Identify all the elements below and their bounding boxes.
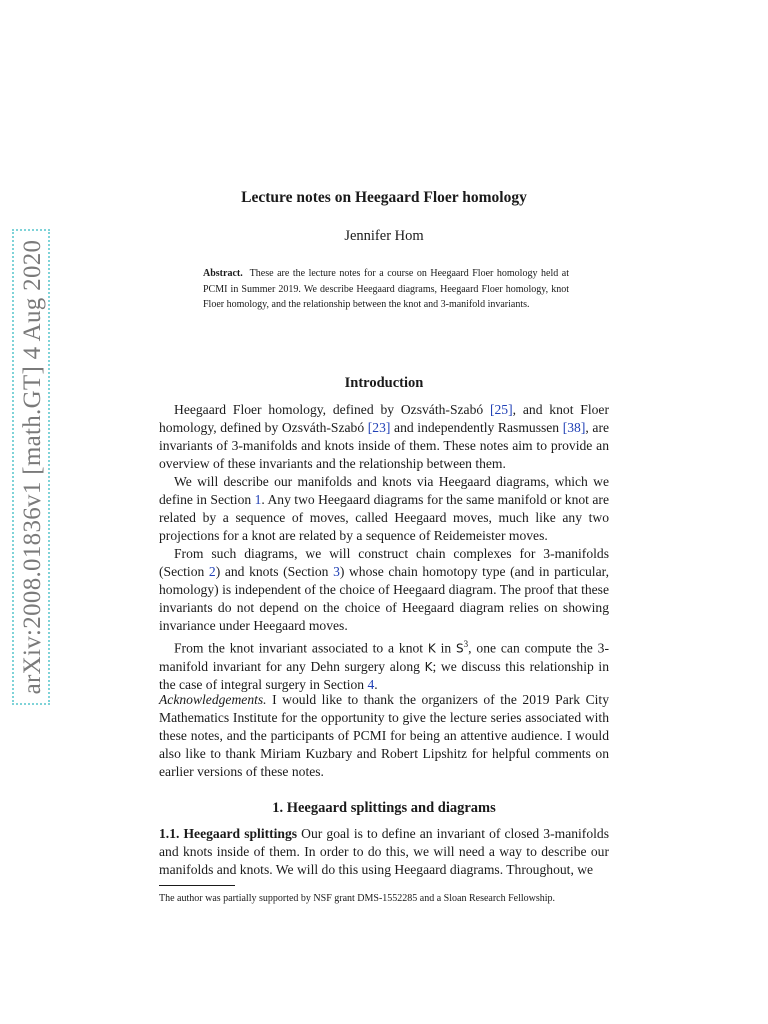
footnote: The author was partially supported by NSF grant DMS-1552285 and a Sloan Research Fellowship. (159, 893, 556, 904)
intro-paragraph-4: From the knot invariant associated to a knot K in $S^3$, one can compute the 3-manifold invariant for any Dehn surgery along K; we discuss this relationship in the case of integral surgery in Section 4. (159, 639, 610, 692)
intro-paragraph-3: From such diagrams, we will construct chain complexes for 3-manifolds (Section 2) and knots (Section 3) whose chain homotopy type (and in particular, homology) is independent of the choice of Heegaard diagram. The proof that these invariants do not depend on the choice of Heegaard diagram relies on showing invariance under Heegaard moves. (159, 546, 610, 633)
citation-link[interactable]: [23] (367, 420, 391, 435)
paper-author: Jennifer Hom (344, 228, 424, 244)
section-link[interactable]: 2 (208, 564, 216, 579)
intro-paragraph-2: We will describe our manifolds and knots via Heegaard diagrams, which we define in Section 1. Any two Heegaard diagrams for the same manifold or knot are related by a sequence of moves, called Heegaard moves, much like any two projections for a knot are related by a sequence of Reidemeister moves. (159, 474, 609, 543)
section-link[interactable]: 3 (333, 564, 340, 579)
ack-label: Acknowledgements. (159, 692, 267, 707)
citation-link[interactable]: [25] (489, 402, 513, 417)
ack-text: I would like to thank the organizers of the 2019 Park City Mathematics Institute for the opportunity to give the lecture series associated with these notes, and the participants of PCMI for being an attentive audience. I would also like to thank Miriam Kuzbary and Robert Lipshitz for helpful comments on earlier versions of these notes. (159, 692, 609, 779)
math-sphere: S (456, 641, 464, 656)
section-link[interactable]: 4 (367, 676, 375, 692)
section-1-heading: 1. Heegaard splittings and diagrams (272, 800, 496, 816)
section-link[interactable]: 1 (254, 492, 262, 507)
citation-link[interactable]: [38] (562, 420, 586, 435)
arxiv-stamp[interactable]: arXiv:2008.01836v1 [math.GT] 4 Aug 2020 (19, 239, 46, 695)
abstract-text: These are the lecture notes for a course on Heegaard Floer homology held at PCMI in Summer 2019. We describe Heegaard diagrams, Heegaard Floer homology, knot Floer homology, and the relationship between the knot and 3-manifold invariants. (203, 268, 569, 310)
intro-body (159, 401, 609, 694)
intro-paragraph-1: Heegaard Floer homology, defined by Ozsváth-Szabó [25], and knot Floer homology, defined by Ozsváth-Szabó [23] and independently Rasmussen [38], are invariants of 3-manifolds and knots inside of them. These notes aim to provide an overview of these invariants and the relationship between them. (159, 402, 610, 471)
section-1-body (159, 825, 609, 879)
subsection-text: Our goal is to define an invariant of closed 3-manifolds and knots inside of them. In order to do this, we will need a way to describe our manifolds and knots. We will do this using Heegaard diagrams. Throughout, we (159, 826, 609, 877)
footnote-rule (159, 885, 235, 886)
subsection-label: 1.1. Heegaard splittings (159, 826, 298, 841)
acknowledgements (159, 691, 609, 781)
paper-title: Lecture notes on Heegaard Floer homology (241, 189, 527, 206)
math-knot: K (427, 641, 436, 656)
abstract-label: Abstract. (203, 268, 243, 279)
intro-heading: Introduction (344, 375, 424, 391)
math-knot: K (424, 659, 433, 674)
abstract (203, 266, 569, 313)
